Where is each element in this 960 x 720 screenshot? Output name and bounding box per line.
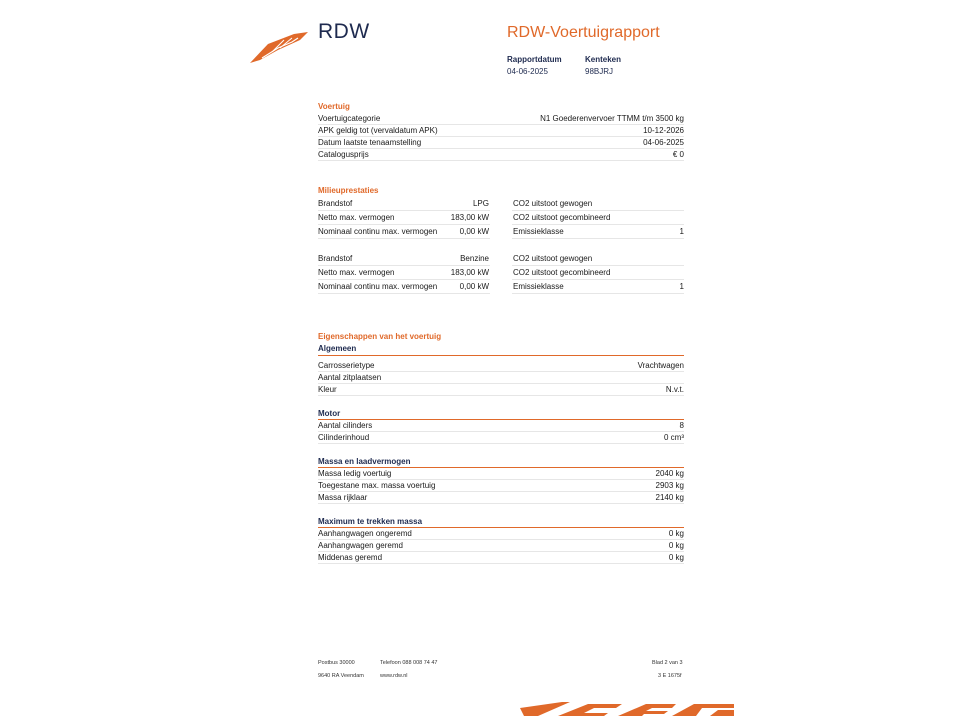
row-label: Cilinderinhoud: [318, 433, 370, 442]
row-value: Vrachtwagen: [637, 361, 684, 370]
kenteken-label: Kenteken: [585, 55, 622, 64]
row-label: Catalogusprijs: [318, 150, 369, 159]
row-label: Datum laatste tenaamstelling: [318, 138, 422, 147]
row-value: Benzine: [460, 254, 489, 263]
row-label: Netto max. vermogen: [318, 268, 395, 277]
row-label: Massa ledig voertuig: [318, 469, 392, 478]
row-value: 0,00 kW: [459, 282, 489, 291]
row-value: € 0: [672, 150, 684, 159]
table-row: [318, 372, 684, 384]
table-row: [318, 197, 684, 211]
row-label: CO2 uitstoot gecombineerd: [513, 268, 611, 277]
row-value: 8: [679, 421, 684, 430]
table-row: [318, 252, 684, 266]
row-label: Brandstof: [318, 199, 353, 208]
table-row: [318, 125, 684, 137]
row-value: 2903 kg: [655, 481, 684, 490]
row-value: 0 kg: [668, 553, 684, 562]
table-row: [318, 528, 684, 540]
table-row: [318, 211, 684, 225]
subsection-title-algemeen: Algemeen: [318, 344, 357, 353]
table-row: [318, 149, 684, 161]
row-label: Voertuigcategorie: [318, 114, 381, 123]
row-label: Nominaal continu max. vermogen: [318, 282, 438, 291]
table-row: [318, 360, 684, 372]
subsection-title-trekken: Maximum te trekken massa: [318, 517, 423, 526]
row-label: Emissieklasse: [513, 282, 564, 291]
row-value: 183,00 kW: [450, 268, 489, 277]
subsection-title-motor: Motor: [318, 409, 341, 418]
rapportdatum-value: 04-06-2025: [507, 67, 548, 76]
table-row: [318, 552, 684, 564]
row-label: Carrosserietype: [318, 361, 375, 370]
row-label: Aanhangwagen ongeremd: [318, 529, 412, 538]
row-value: 0 kg: [668, 529, 684, 538]
table-row: [318, 480, 684, 492]
row-label: Aantal cilinders: [318, 421, 373, 430]
row-value: 10-12-2026: [643, 126, 684, 135]
footer-website[interactable]: www.rdw.nl: [380, 673, 408, 679]
table-row: [318, 280, 684, 294]
table-row: [318, 420, 684, 432]
footer-adres: 9640 RA Veendam: [318, 673, 364, 679]
subsection-title-massa: Massa en laadvermogen: [318, 457, 411, 466]
row-label: CO2 uitstoot gewogen: [513, 254, 593, 263]
row-value: N1 Goederenvervoer TTMM t/m 3500 kg: [540, 114, 684, 123]
section-title-eigenschappen: Eigenschappen van het voertuig: [318, 332, 442, 341]
logo-text: RDW: [318, 20, 370, 43]
row-label: Brandstof: [318, 254, 353, 263]
table-row: [318, 225, 684, 239]
row-value: 1: [679, 227, 684, 236]
table-row: [318, 137, 684, 149]
table-row: [318, 384, 684, 396]
row-value: LPG: [472, 199, 489, 208]
section-title-voertuig: Voertuig: [318, 102, 350, 111]
row-value: 183,00 kW: [450, 213, 489, 222]
footer-postbus: Postbus 30000: [318, 660, 355, 666]
row-value: 04-06-2025: [643, 138, 684, 147]
rdw-stripes-decoration-icon: [518, 700, 734, 720]
footer-page-number: Blad 2 van 3: [652, 660, 683, 666]
rapportdatum-label: Rapportdatum: [507, 55, 562, 64]
row-label: APK geldig tot (vervaldatum APK): [318, 126, 438, 135]
row-value: 2140 kg: [655, 493, 684, 502]
table-row: [318, 113, 684, 125]
row-label: Massa rijklaar: [318, 493, 368, 502]
kenteken-value: 98BJRJ: [585, 67, 614, 76]
row-value: 2040 kg: [655, 469, 684, 478]
rdw-feather-logo-icon: [248, 30, 310, 66]
row-label: Toegestane max. massa voertuig: [318, 481, 436, 490]
row-label: Nominaal continu max. vermogen: [318, 227, 438, 236]
row-label: Kleur: [318, 385, 337, 394]
row-value: 0 cm³: [664, 433, 684, 442]
row-value: 1: [679, 282, 684, 291]
section-title-milieuprestaties: Milieuprestaties: [318, 186, 379, 195]
table-row: [318, 468, 684, 480]
table-row: [318, 266, 684, 280]
row-label: CO2 uitstoot gecombineerd: [513, 213, 611, 222]
report-title: RDW-Voertuigrapport: [507, 24, 660, 41]
table-row: [318, 432, 684, 444]
table-row: [318, 540, 684, 552]
row-label: Emissieklasse: [513, 227, 564, 236]
row-label: Netto max. vermogen: [318, 213, 395, 222]
table-row: [318, 492, 684, 504]
row-value: 0 kg: [668, 541, 684, 550]
section-divider: [318, 355, 684, 356]
row-label: Middenas geremd: [318, 553, 383, 562]
row-value: 0,00 kW: [459, 227, 489, 236]
row-label: Aantal zitplaatsen: [318, 373, 382, 382]
row-label: Aanhangwagen geremd: [318, 541, 403, 550]
row-label: CO2 uitstoot gewogen: [513, 199, 593, 208]
row-value: N.v.t.: [665, 385, 684, 394]
footer-code: 3 E 1675f: [658, 673, 682, 679]
footer-telefoon: Telefoon 088 008 74 47: [380, 660, 438, 666]
